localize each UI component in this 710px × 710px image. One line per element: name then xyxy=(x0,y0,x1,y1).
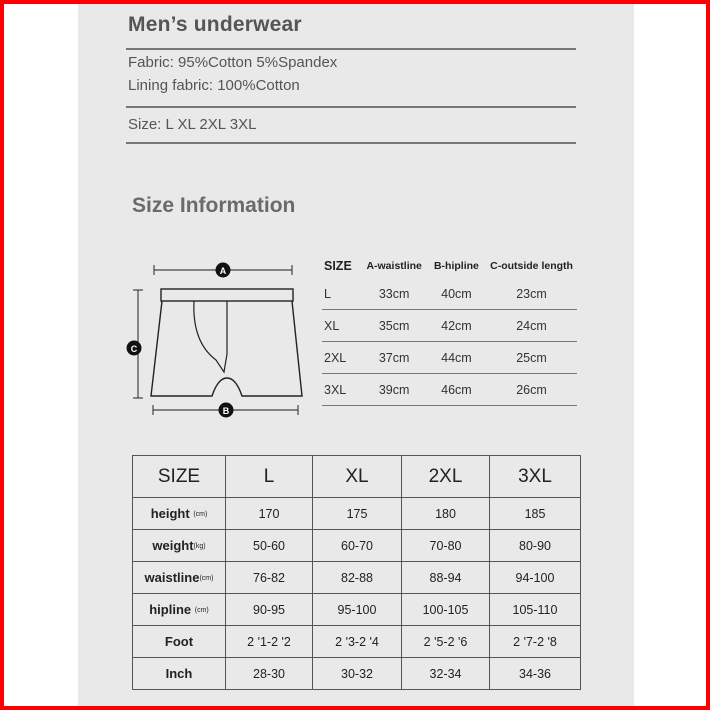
divider xyxy=(126,48,576,50)
value-cell: 180 xyxy=(402,498,490,530)
header-cell: A-waistline xyxy=(366,260,422,272)
divider xyxy=(126,142,576,144)
unit-text: (cm) xyxy=(193,511,208,518)
row-label xyxy=(133,594,226,626)
value-cell: 35cm xyxy=(378,318,410,333)
value-cell: 23cm xyxy=(516,286,547,301)
value-cell: 33cm xyxy=(378,286,410,301)
sizes-text: Size: L XL 2XL 3XL xyxy=(128,116,257,133)
a-label: A xyxy=(219,266,227,276)
divider xyxy=(126,106,576,108)
value-cell: 30-32 xyxy=(313,658,402,690)
value-cell: 175 xyxy=(313,498,402,530)
label-text: waistline xyxy=(144,570,200,585)
size-chart-table xyxy=(132,455,581,690)
label-text: hipline xyxy=(149,602,192,617)
table-header xyxy=(133,456,581,498)
label-text: Inch xyxy=(165,666,193,681)
size-cell: 3XL xyxy=(324,382,347,397)
value-cell: 2 '5-2 '6 xyxy=(402,626,490,658)
header-cell: SIZE xyxy=(133,456,226,498)
value-cell: 2 '1-2 '2 xyxy=(226,626,313,658)
header-cell: XL xyxy=(313,456,402,498)
header-cell: L xyxy=(226,456,313,498)
table-row xyxy=(133,594,581,626)
unit-text: (cm) xyxy=(194,607,209,614)
value-cell: 170 xyxy=(226,498,313,530)
value-cell: 39cm xyxy=(378,382,410,397)
value-cell: 24cm xyxy=(516,318,547,333)
row-label xyxy=(133,658,226,690)
table-header xyxy=(322,254,577,278)
value-cell: 37cm xyxy=(378,350,410,365)
table-row xyxy=(322,278,577,310)
product-title: Men’s underwear xyxy=(128,13,302,36)
value-cell: 70-80 xyxy=(402,530,490,562)
value-cell: 100-105 xyxy=(402,594,490,626)
value-cell: 76-82 xyxy=(226,562,313,594)
value-cell: 50-60 xyxy=(226,530,313,562)
value-cell: 82-88 xyxy=(313,562,402,594)
table-row xyxy=(133,530,581,562)
unit-text: (kg) xyxy=(193,543,206,550)
header-cell: C-outside length xyxy=(490,260,573,272)
table-row xyxy=(133,562,581,594)
value-cell: 90-95 xyxy=(226,594,313,626)
size-cell: 2XL xyxy=(324,350,347,365)
fabric-text: Fabric: 95%Cotton 5%Spandex xyxy=(128,54,338,71)
value-cell: 2 '7-2 '8 xyxy=(490,626,581,658)
table-row xyxy=(133,498,581,530)
value-cell: 60-70 xyxy=(313,530,402,562)
row-label xyxy=(133,562,226,594)
value-cell: 46cm xyxy=(441,382,472,397)
table-row xyxy=(133,626,581,658)
value-cell: 80-90 xyxy=(490,530,581,562)
lining-text: Lining fabric: 100%Cotton xyxy=(128,77,300,94)
row-label xyxy=(133,530,226,562)
value-cell: 44cm xyxy=(441,350,472,365)
table-row xyxy=(322,374,577,406)
value-cell: 34-36 xyxy=(490,658,581,690)
table-row xyxy=(322,342,577,374)
value-cell: 94-100 xyxy=(490,562,581,594)
value-cell: 105-110 xyxy=(490,594,581,626)
row-label xyxy=(133,498,226,530)
section-title: Size Information xyxy=(132,194,296,217)
value-cell: 185 xyxy=(490,498,581,530)
value-cell: 2 '3-2 '4 xyxy=(313,626,402,658)
size-info-table xyxy=(322,254,577,406)
value-cell: 88-94 xyxy=(402,562,490,594)
label-text: height xyxy=(150,506,190,521)
b-label: B xyxy=(222,406,230,416)
value-cell: 42cm xyxy=(441,318,472,333)
unit-text: (cm) xyxy=(199,575,214,582)
header-cell: SIZE xyxy=(324,259,352,273)
value-cell: 28-30 xyxy=(226,658,313,690)
underwear-diagram xyxy=(118,256,308,422)
value-cell: 95-100 xyxy=(313,594,402,626)
table-row xyxy=(133,658,581,690)
row-label xyxy=(133,626,226,658)
waistband xyxy=(161,289,293,301)
label-text: Foot xyxy=(164,634,194,649)
header-cell: 2XL xyxy=(402,456,490,498)
value-cell: 25cm xyxy=(516,350,547,365)
value-cell: 40cm xyxy=(441,286,472,301)
size-cell: L xyxy=(324,286,331,301)
front-pouch xyxy=(194,301,227,372)
table-row xyxy=(322,310,577,342)
size-cell: XL xyxy=(324,318,340,333)
page-frame xyxy=(4,4,706,706)
c-label: C xyxy=(130,344,138,354)
label-text: weight xyxy=(152,538,194,553)
value-cell: 26cm xyxy=(516,382,547,397)
value-cell: 32-34 xyxy=(402,658,490,690)
header-cell: 3XL xyxy=(490,456,581,498)
header-cell: B-hipline xyxy=(433,260,479,272)
